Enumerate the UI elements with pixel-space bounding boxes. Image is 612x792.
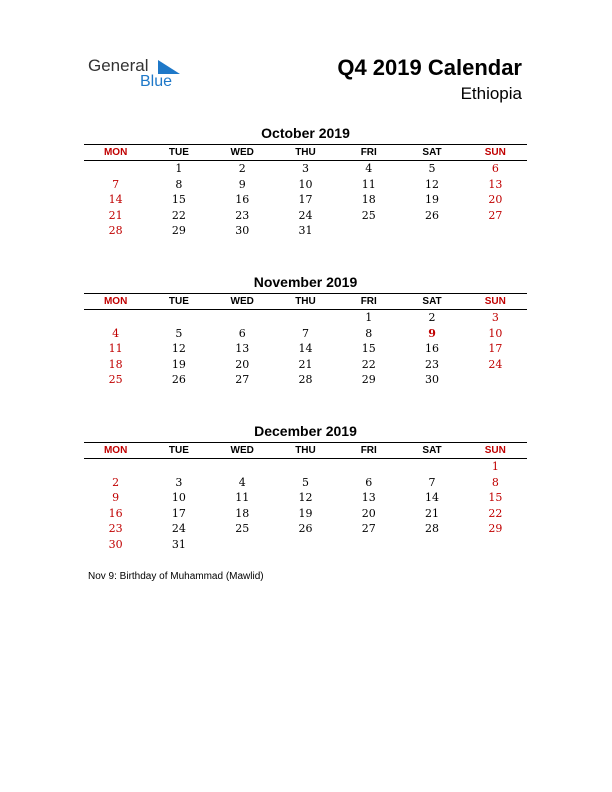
- empty-day-cell: [400, 537, 463, 553]
- day-cell: 14: [425, 491, 440, 504]
- day-cell: 4: [112, 326, 120, 340]
- day-cell: 23: [235, 208, 250, 222]
- page-title: Q4 2019 Calendar: [337, 55, 522, 80]
- day-cell: 2: [428, 311, 436, 324]
- day-cell: 2: [238, 162, 246, 175]
- weekday-header: THU: [295, 147, 316, 158]
- day-cell: 13: [488, 177, 503, 191]
- weekday-header: MON: [103, 445, 128, 456]
- holiday-note: Nov 9: Birthday of Muhammad (Mawlid): [88, 571, 264, 582]
- generalblue-logo: [88, 56, 208, 96]
- day-cell: 10: [298, 177, 313, 191]
- weekday-header: THU: [295, 445, 316, 456]
- empty-day-cell: [337, 537, 400, 553]
- empty-day-cell: [147, 459, 210, 475]
- weekday-header: SUN: [484, 445, 506, 456]
- month-title: November 2019: [253, 274, 358, 290]
- month-title: October 2019: [261, 125, 350, 141]
- weekday-header: FRI: [360, 147, 377, 158]
- empty-day-cell: [147, 310, 210, 326]
- weekday-header: SAT: [422, 445, 442, 456]
- day-cell: 11: [108, 342, 123, 355]
- day-cell: 29: [361, 373, 376, 386]
- day-cell: 5: [175, 326, 183, 340]
- day-cell: 23: [425, 357, 440, 371]
- weekday-header: SAT: [422, 296, 442, 307]
- week-row: [84, 223, 527, 239]
- day-cell: 25: [235, 522, 250, 535]
- day-cell: 21: [298, 357, 313, 371]
- day-cell: 17: [298, 193, 313, 206]
- day-cell: 7: [112, 177, 120, 191]
- day-cell: 22: [171, 208, 186, 222]
- empty-day-cell: [211, 310, 274, 326]
- day-cell: 20: [235, 357, 250, 371]
- day-cell: 20: [361, 506, 376, 520]
- day-cell: 23: [108, 522, 123, 535]
- weekday-header: MON: [103, 147, 128, 158]
- day-cell: 21: [108, 208, 123, 222]
- country-name: Ethiopia: [460, 84, 522, 103]
- day-cell: 13: [361, 491, 376, 504]
- day-cell: 10: [171, 491, 186, 504]
- empty-day-cell: [84, 310, 147, 326]
- empty-day-cell: [400, 459, 463, 475]
- day-cell: 17: [171, 506, 186, 520]
- weekday-header: SUN: [484, 296, 506, 307]
- empty-day-cell: [464, 372, 527, 388]
- day-cell: 28: [298, 373, 313, 386]
- day-cell: 14: [108, 193, 123, 206]
- logo-word-general: General: [88, 56, 149, 75]
- day-cell: 29: [488, 522, 503, 535]
- day-cell: 3: [175, 475, 183, 489]
- month-title: December 2019: [254, 423, 357, 439]
- week-row: [84, 372, 527, 388]
- weekday-header-row: [84, 442, 527, 459]
- day-cell: 3: [301, 162, 309, 175]
- day-cell: 15: [361, 342, 376, 355]
- day-cell: 6: [238, 326, 246, 340]
- day-cell: 19: [298, 506, 313, 520]
- empty-day-cell: [211, 459, 274, 475]
- week-row: [84, 475, 527, 491]
- week-row: [84, 208, 527, 224]
- day-cell: 10: [488, 326, 503, 340]
- day-cell: 1: [365, 311, 373, 324]
- day-cell: 8: [365, 326, 373, 340]
- week-row: [84, 357, 527, 373]
- day-cell: 27: [235, 373, 250, 386]
- month-november: [84, 273, 527, 388]
- week-row: [84, 192, 527, 208]
- day-cell: 11: [235, 491, 250, 504]
- weekday-header: MON: [103, 296, 128, 307]
- week-row: [84, 459, 527, 475]
- weekday-header: TUE: [168, 445, 189, 456]
- day-cell: 5: [301, 475, 309, 489]
- day-cell: 16: [108, 506, 123, 520]
- day-cell: 27: [488, 208, 503, 222]
- empty-day-cell: [84, 459, 147, 475]
- day-cell: 31: [298, 224, 313, 237]
- day-cell: 28: [108, 224, 123, 237]
- day-cell: 4: [238, 475, 246, 489]
- day-cell: 3: [491, 311, 499, 324]
- weekday-header-row: [84, 144, 527, 161]
- day-cell: 28: [425, 522, 440, 535]
- weekday-header: FRI: [360, 445, 377, 456]
- day-cell: 20: [488, 193, 503, 206]
- day-cell: 6: [491, 162, 499, 175]
- day-cell: 2: [112, 475, 120, 489]
- weekday-header: WED: [230, 445, 254, 456]
- empty-day-cell: [84, 161, 147, 177]
- day-cell: 9: [238, 177, 246, 191]
- day-cell: 19: [171, 357, 186, 371]
- week-row: [84, 326, 527, 342]
- empty-day-cell: [337, 459, 400, 475]
- empty-day-cell: [464, 223, 527, 239]
- day-cell: 9: [112, 491, 120, 504]
- day-cell: 21: [425, 506, 440, 520]
- day-cell: 29: [171, 224, 186, 237]
- day-cell: 25: [361, 208, 376, 222]
- week-row: [84, 161, 527, 177]
- day-cell: 24: [298, 208, 313, 222]
- empty-day-cell: [274, 537, 337, 553]
- month-december: [84, 422, 527, 552]
- day-cell: 8: [491, 475, 499, 489]
- day-cell: 7: [428, 475, 436, 489]
- logo-triangle-icon: [158, 60, 180, 74]
- day-cell: 26: [298, 522, 313, 535]
- holiday-notes: [88, 571, 264, 582]
- weekday-header: THU: [295, 296, 316, 307]
- empty-day-cell: [274, 459, 337, 475]
- day-cell: 12: [425, 177, 440, 191]
- empty-day-cell: [464, 537, 527, 553]
- day-cell: 19: [425, 193, 440, 206]
- day-cell: 26: [425, 208, 440, 222]
- weekday-header: TUE: [168, 147, 189, 158]
- weekday-header: SAT: [422, 147, 442, 158]
- day-cell: 15: [488, 491, 503, 504]
- day-cell: 6: [365, 475, 373, 489]
- weekday-header: SUN: [484, 147, 506, 158]
- logo-word-blue: Blue: [140, 73, 173, 90]
- day-cell: 13: [235, 342, 250, 355]
- day-cell: 7: [301, 326, 309, 340]
- day-cell: 18: [235, 506, 250, 520]
- week-row: [84, 310, 527, 326]
- week-row: [84, 506, 527, 522]
- empty-day-cell: [400, 223, 463, 239]
- day-cell: 5: [428, 162, 436, 175]
- empty-day-cell: [337, 223, 400, 239]
- day-cell: 8: [175, 177, 183, 191]
- empty-day-cell: [274, 310, 337, 326]
- day-cell: 18: [361, 193, 376, 206]
- day-cell: 31: [171, 537, 186, 551]
- day-cell: 22: [488, 506, 503, 520]
- day-cell: 24: [171, 522, 186, 535]
- day-cell: 22: [361, 357, 376, 371]
- day-cell: 24: [488, 357, 503, 371]
- day-cell: 1: [175, 162, 183, 175]
- day-cell: 30: [425, 373, 440, 386]
- empty-day-cell: [211, 537, 274, 553]
- week-row: [84, 537, 527, 553]
- day-cell: 14: [298, 342, 313, 355]
- weekday-header: TUE: [168, 296, 189, 307]
- day-cell: 1: [491, 460, 499, 473]
- day-cell: 9: [428, 326, 436, 340]
- day-cell: 16: [425, 342, 440, 355]
- day-cell: 11: [361, 177, 376, 191]
- day-cell: 16: [235, 193, 250, 206]
- day-cell: 18: [108, 357, 123, 371]
- month-october: [84, 124, 527, 239]
- weekday-header: WED: [230, 296, 254, 307]
- day-cell: 30: [235, 224, 250, 237]
- week-row: [84, 521, 527, 537]
- day-cell: 17: [488, 342, 503, 355]
- week-row: [84, 177, 527, 193]
- day-cell: 15: [171, 193, 186, 206]
- day-cell: 12: [171, 342, 186, 355]
- day-cell: 30: [108, 537, 123, 551]
- weekday-header: WED: [230, 147, 254, 158]
- weekday-header-row: [84, 293, 527, 310]
- week-row: [84, 490, 527, 506]
- weekday-header: FRI: [360, 296, 377, 307]
- day-cell: 4: [365, 162, 373, 175]
- day-cell: 27: [361, 522, 376, 535]
- day-cell: 12: [298, 491, 313, 504]
- day-cell: 26: [171, 373, 186, 386]
- day-cell: 25: [108, 373, 123, 386]
- week-row: [84, 341, 527, 357]
